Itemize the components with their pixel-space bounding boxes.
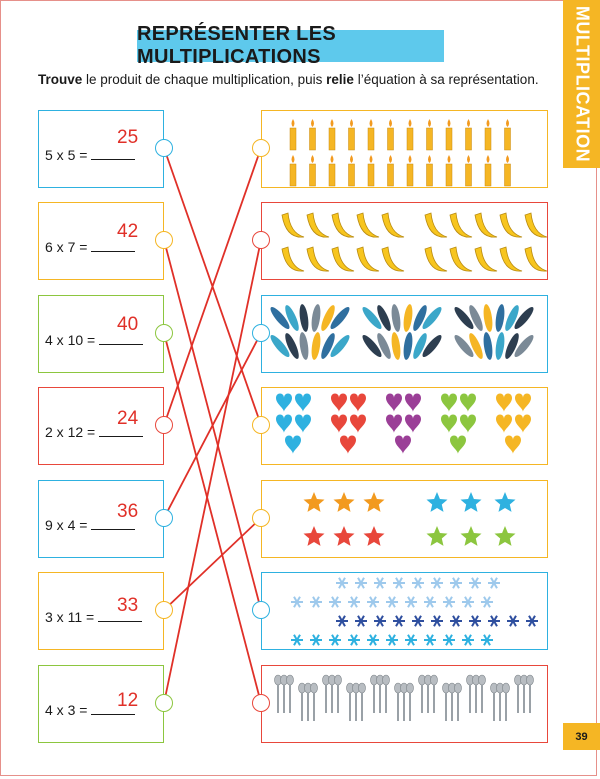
- answer-2: 42: [117, 221, 139, 242]
- candle-icon: [407, 155, 413, 186]
- candle-icon: [427, 155, 433, 186]
- snowflake-icon: [310, 635, 322, 645]
- feather-icon: [298, 304, 310, 333]
- equation-box-5: [38, 480, 164, 558]
- page-title: REPRÉSENTER LES MULTIPLICATIONS: [137, 23, 336, 68]
- snowflake-icon: [393, 578, 405, 588]
- snowflake-icon: [405, 597, 417, 607]
- snowflake-icon: [424, 635, 436, 645]
- heart-icon: [340, 436, 356, 455]
- candle-icon: [446, 119, 452, 150]
- picture-box-candles: [261, 110, 548, 188]
- heart-icon: [276, 415, 292, 434]
- candle-icon: [310, 119, 316, 150]
- feather-icon: [482, 332, 494, 361]
- answer-7: 12: [117, 690, 139, 711]
- snowflake-icon: [443, 597, 455, 607]
- right-connector-4[interactable]: [252, 416, 270, 434]
- picture-box-feathers: [261, 295, 548, 373]
- right-connector-3[interactable]: [252, 324, 270, 342]
- heart-icon: [441, 394, 457, 413]
- picture-box-bananas: [261, 202, 548, 280]
- picture-box-stars: [261, 480, 548, 558]
- answer-4: 24: [117, 408, 139, 429]
- candle-icon: [329, 119, 335, 150]
- answer-3: 40: [117, 314, 139, 335]
- snowflake-icon: [526, 616, 538, 626]
- snowflake-icon: [488, 578, 500, 588]
- spoon-icon: [311, 683, 318, 721]
- candle-icon: [329, 155, 335, 186]
- candle-icon: [446, 155, 452, 186]
- snowflake-icon: [310, 597, 322, 607]
- star-icon: [461, 492, 482, 512]
- banana-icon: [475, 213, 497, 237]
- banana-icon: [475, 247, 497, 271]
- hearts-group: [262, 388, 548, 465]
- equation-text: 6 x 7 =: [45, 239, 92, 255]
- left-connector-3[interactable]: [155, 324, 173, 342]
- bananas-group: [262, 203, 548, 280]
- snowflake-icon: [348, 635, 360, 645]
- star-icon: [495, 492, 516, 512]
- snowflake-icon: [450, 616, 462, 626]
- snowflakes-group: [262, 573, 548, 650]
- equation-text: 4 x 3 =: [45, 702, 92, 718]
- equation-text: 4 x 10 =: [45, 332, 100, 348]
- star-icon: [427, 492, 448, 512]
- candle-icon: [349, 155, 355, 186]
- snowflake-icon: [367, 597, 379, 607]
- heart-icon: [515, 394, 531, 413]
- candles-group: [262, 111, 548, 188]
- spoon-icon: [407, 683, 414, 721]
- snowflake-icon: [329, 635, 341, 645]
- candle-icon: [485, 119, 491, 150]
- snowflake-icon: [367, 635, 379, 645]
- candle-icon: [388, 155, 394, 186]
- spoon-icon: [455, 683, 462, 721]
- answer-1: 25: [117, 127, 139, 148]
- heart-icon: [350, 394, 366, 413]
- snowflake-icon: [355, 578, 367, 588]
- candle-icon: [388, 119, 394, 150]
- banana-icon: [357, 213, 379, 237]
- candle-icon: [290, 155, 296, 186]
- snowflake-icon: [386, 635, 398, 645]
- banana-icon: [282, 247, 304, 271]
- banana-icon: [382, 213, 404, 237]
- heart-icon: [331, 415, 347, 434]
- picture-box-hearts: [261, 387, 548, 465]
- heart-icon: [450, 436, 466, 455]
- candle-icon: [368, 155, 374, 186]
- left-connector-4[interactable]: [155, 416, 173, 434]
- heart-icon: [405, 415, 421, 434]
- stars-group: [262, 481, 548, 558]
- banana-icon: [500, 213, 522, 237]
- snowflake-icon: [329, 597, 341, 607]
- candle-icon: [485, 155, 491, 186]
- heart-icon: [295, 415, 311, 434]
- candle-icon: [310, 155, 316, 186]
- candle-icon: [505, 155, 511, 186]
- snowflake-icon: [336, 616, 348, 626]
- snowflake-icon: [412, 616, 424, 626]
- equation-text: 3 x 11 =: [45, 609, 99, 625]
- snowflake-icon: [412, 578, 424, 588]
- heart-icon: [496, 415, 512, 434]
- snowflake-icon: [462, 635, 474, 645]
- snowflake-icon: [488, 616, 500, 626]
- heart-icon: [405, 394, 421, 413]
- snowflake-icon: [469, 578, 481, 588]
- spoon-icon: [359, 683, 366, 721]
- feather-icon: [390, 304, 402, 333]
- instruction-part-1: le produit de chaque multiplication, puis: [82, 72, 327, 87]
- page-title-banner: [137, 23, 444, 68]
- star-icon: [334, 526, 355, 546]
- feathers-group: [262, 296, 548, 373]
- instruction-text: [38, 72, 539, 87]
- spoon-icon: [527, 675, 534, 713]
- equation-box-1: [38, 110, 164, 188]
- candle-icon: [466, 155, 472, 186]
- banana-icon: [282, 213, 304, 237]
- candle-icon: [368, 119, 374, 150]
- heart-icon: [395, 436, 411, 455]
- heart-icon: [295, 394, 311, 413]
- instruction-part-2: l’équation à sa représentation.: [353, 72, 539, 87]
- right-connector-5[interactable]: [252, 509, 270, 527]
- snowflake-icon: [291, 635, 303, 645]
- banana-icon: [450, 247, 472, 271]
- left-connector-6[interactable]: [155, 601, 173, 619]
- candle-icon: [466, 119, 472, 150]
- snowflake-icon: [291, 597, 303, 607]
- snowflake-icon: [393, 616, 405, 626]
- instruction-keyword-relie: relie: [326, 72, 354, 87]
- left-connector-5[interactable]: [155, 509, 173, 527]
- banana-icon: [500, 247, 522, 271]
- star-icon: [427, 526, 448, 546]
- feather-icon: [494, 304, 506, 333]
- right-connector-6[interactable]: [252, 601, 270, 619]
- feather-icon: [482, 304, 494, 333]
- feather-icon: [402, 304, 414, 333]
- equation-box-7: [38, 665, 164, 743]
- spoon-icon: [383, 675, 390, 713]
- answer-5: 36: [117, 501, 139, 522]
- snowflake-icon: [462, 597, 474, 607]
- equation-box-6: [38, 572, 164, 650]
- snowflake-icon: [431, 616, 443, 626]
- heart-icon: [386, 415, 402, 434]
- picture-box-snowflakes: [261, 572, 548, 650]
- answer-6: 33: [117, 595, 139, 616]
- feather-icon: [494, 332, 506, 361]
- banana-icon: [357, 247, 379, 271]
- snowflake-icon: [405, 635, 417, 645]
- snowflake-icon: [336, 578, 348, 588]
- star-icon: [461, 526, 482, 546]
- snowflake-icon: [348, 597, 360, 607]
- heart-icon: [441, 415, 457, 434]
- heart-icon: [515, 415, 531, 434]
- snowflake-icon: [374, 616, 386, 626]
- snowflake-icon: [481, 597, 493, 607]
- left-connector-7[interactable]: [155, 694, 173, 712]
- spoon-icon: [287, 675, 294, 713]
- snowflake-icon: [355, 616, 367, 626]
- feather-icon: [298, 332, 310, 361]
- candle-icon: [505, 119, 511, 150]
- right-connector-7[interactable]: [252, 694, 270, 712]
- instruction-keyword-trouve: Trouve: [38, 72, 83, 87]
- banana-icon: [382, 247, 404, 271]
- star-icon: [304, 526, 325, 546]
- equation-text: 9 x 4 =: [45, 517, 92, 533]
- spoon-icon: [335, 675, 342, 713]
- heart-icon: [285, 436, 301, 455]
- feather-icon: [390, 332, 402, 361]
- heart-icon: [505, 436, 521, 455]
- star-icon: [364, 526, 385, 546]
- picture-box-spoons: [261, 665, 548, 743]
- snowflake-icon: [507, 616, 519, 626]
- star-icon: [364, 492, 385, 512]
- equation-box-2: [38, 202, 164, 280]
- snowflake-icon: [443, 635, 455, 645]
- equation-box-3: [38, 295, 164, 373]
- spoon-icon: [503, 683, 510, 721]
- banana-icon: [425, 247, 447, 271]
- banana-icon: [332, 247, 354, 271]
- spoon-icon: [431, 675, 438, 713]
- banana-icon: [450, 213, 472, 237]
- banana-icon: [307, 213, 329, 237]
- snowflake-icon: [386, 597, 398, 607]
- feather-icon: [310, 304, 322, 333]
- heart-icon: [460, 394, 476, 413]
- candle-icon: [349, 119, 355, 150]
- heart-icon: [276, 394, 292, 413]
- snowflake-icon: [450, 578, 462, 588]
- page-number: 39: [563, 723, 600, 750]
- right-connector-1[interactable]: [252, 139, 270, 157]
- spoon-icon: [479, 675, 486, 713]
- banana-icon: [525, 247, 547, 271]
- spoons-group: [262, 666, 548, 743]
- banana-icon: [425, 213, 447, 237]
- heart-icon: [386, 394, 402, 413]
- equation-text: 5 x 5 =: [45, 147, 92, 163]
- heart-icon: [331, 394, 347, 413]
- equation-box-4: [38, 387, 164, 465]
- chapter-side-tab: [563, 0, 600, 168]
- star-icon: [304, 492, 325, 512]
- snowflake-icon: [424, 597, 436, 607]
- candle-icon: [290, 119, 296, 150]
- heart-icon: [496, 394, 512, 413]
- snowflake-icon: [374, 578, 386, 588]
- left-connector-1[interactable]: [155, 139, 173, 157]
- candle-icon: [407, 119, 413, 150]
- candle-icon: [427, 119, 433, 150]
- star-icon: [495, 526, 516, 546]
- right-connector-2[interactable]: [252, 231, 270, 249]
- feather-icon: [310, 332, 322, 361]
- feather-icon: [402, 332, 414, 361]
- snowflake-icon: [431, 578, 443, 588]
- banana-icon: [307, 247, 329, 271]
- heart-icon: [350, 415, 366, 434]
- heart-icon: [460, 415, 476, 434]
- snowflake-icon: [469, 616, 481, 626]
- banana-icon: [525, 213, 547, 237]
- left-connector-2[interactable]: [155, 231, 173, 249]
- chapter-label: MULTIPLICATION: [572, 5, 592, 163]
- equation-text: 2 x 12 =: [45, 424, 100, 440]
- star-icon: [334, 492, 355, 512]
- banana-icon: [332, 213, 354, 237]
- snowflake-icon: [481, 635, 493, 645]
